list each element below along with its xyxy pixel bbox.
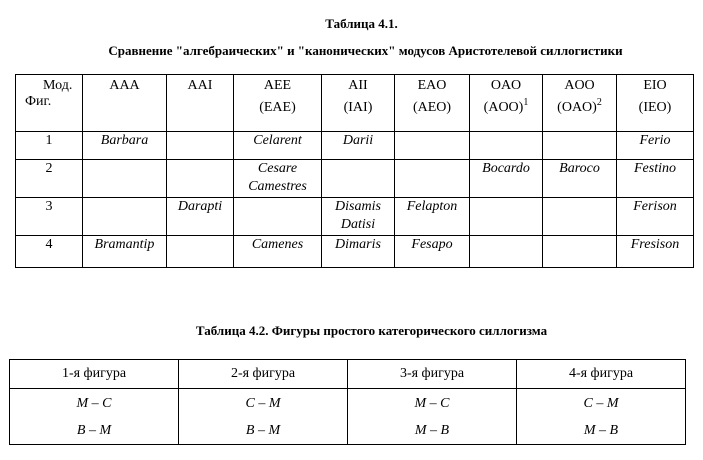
mode-cell: Bocardo bbox=[470, 160, 543, 198]
column-header: EAO (AEO) bbox=[395, 75, 470, 132]
mode-cell: Cesare Camestres bbox=[234, 160, 322, 198]
mod-label: Мод. bbox=[43, 78, 73, 93]
mode-cell: Darapti bbox=[167, 198, 234, 236]
figure-scheme: C – M M – B bbox=[517, 389, 686, 445]
figure-header: 1-я фигура bbox=[10, 360, 179, 389]
mode-cell bbox=[470, 132, 543, 160]
table1-title: Таблица 4.1. bbox=[325, 16, 398, 31]
mode-cell bbox=[395, 160, 470, 198]
figure-scheme: M – C B – M bbox=[10, 389, 179, 445]
mode-cell: Fesapo bbox=[395, 236, 470, 268]
mode-cell bbox=[322, 160, 395, 198]
figure-number: 1 bbox=[16, 132, 83, 160]
figure-scheme: C – M B – M bbox=[179, 389, 348, 445]
mode-cell: Disamis Datisi bbox=[322, 198, 395, 236]
mode-cell: Celarent bbox=[234, 132, 322, 160]
figure-number: 4 bbox=[16, 236, 83, 268]
header-row bbox=[16, 75, 694, 132]
mode-cell: Felapton bbox=[395, 198, 470, 236]
figure-header: 2-я фигура bbox=[179, 360, 348, 389]
mode-cell bbox=[234, 198, 322, 236]
modes-comparison-table bbox=[15, 74, 694, 268]
column-header: AEE (EAE) bbox=[234, 75, 322, 132]
mode-cell bbox=[167, 160, 234, 198]
mode-cell bbox=[83, 198, 167, 236]
mode-cell bbox=[83, 160, 167, 198]
figure-number: 3 bbox=[16, 198, 83, 236]
mode-cell: Fresison bbox=[617, 236, 694, 268]
mode-cell: Barbara bbox=[83, 132, 167, 160]
mode-cell bbox=[395, 132, 470, 160]
mode-cell: Ferio bbox=[617, 132, 694, 160]
mode-cell bbox=[167, 236, 234, 268]
mode-cell: Dimaris bbox=[322, 236, 395, 268]
corner-header-cell bbox=[16, 75, 83, 132]
fig-label: Фиг. bbox=[25, 94, 52, 109]
figure-header: 4-я фигура bbox=[517, 360, 686, 389]
table-row bbox=[16, 132, 694, 160]
table1-subtitle: Сравнение "алгебраических" и "канонических" модусов Аристотелевой силлогистики bbox=[108, 43, 623, 58]
table-row bbox=[16, 160, 694, 198]
table-row bbox=[10, 389, 686, 445]
mode-cell: Ferison bbox=[617, 198, 694, 236]
mode-cell bbox=[543, 236, 617, 268]
column-header: EIO (IEO) bbox=[617, 75, 694, 132]
mode-cell bbox=[167, 132, 234, 160]
figure-scheme: M – C M – B bbox=[348, 389, 517, 445]
table2-title: Таблица 4.2. Фигуры простого категорического силлогизма bbox=[195, 323, 548, 338]
column-header: AII (IAI) bbox=[322, 75, 395, 132]
column-header: AOO (OAO)$^2$ bbox=[543, 75, 617, 132]
table-row bbox=[16, 198, 694, 236]
column-header: OAO (AOO)$^1$ bbox=[470, 75, 543, 132]
mode-cell: Festino bbox=[617, 160, 694, 198]
syllogism-figures-table bbox=[9, 359, 686, 445]
mode-cell: Darii bbox=[322, 132, 395, 160]
table-row bbox=[16, 236, 694, 268]
header-row bbox=[10, 360, 686, 389]
mode-cell bbox=[470, 198, 543, 236]
mode-cell: Bramantip bbox=[83, 236, 167, 268]
mode-cell bbox=[543, 132, 617, 160]
mode-cell bbox=[470, 236, 543, 268]
column-header: AAA bbox=[83, 75, 167, 132]
mode-cell: Camenes bbox=[234, 236, 322, 268]
mode-cell: Baroco bbox=[543, 160, 617, 198]
mode-cell bbox=[543, 198, 617, 236]
column-header: AAI bbox=[167, 75, 234, 132]
figure-number: 2 bbox=[16, 160, 83, 198]
figure-header: 3-я фигура bbox=[348, 360, 517, 389]
